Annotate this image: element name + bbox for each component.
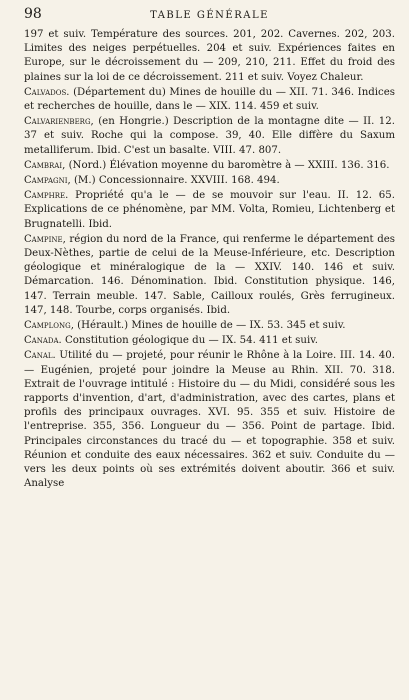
index-entry — [24, 86, 395, 114]
entry-term: Canal. — [24, 350, 56, 362]
entry-text: Constitution géologique du — IX. 54. 411 et suiv. — [61, 335, 319, 347]
index-entry — [24, 115, 395, 158]
entry-text: , (Hérault.) Mines de houille de — IX. 53. 345 et suiv. — [70, 320, 346, 332]
entry-term: Camplong — [24, 320, 71, 332]
running-title: TABLE GÉNÉRALE — [150, 10, 269, 21]
entry-term: Canada. — [24, 335, 62, 347]
entry-text: , région du nord de la France, qui renferme le département des Deux-Nèthes, partie de celui de la Meuse-Inférieure, etc. Description géologique et minéralogique de la — XXIV. 140. 146 et suiv. Démarcation. 146. Dénomination. Ibid. Constitution physique. 146, 147. Terrain meuble. 147. Sable, Cailloux roulés, Grès ferrugineux. 147, 148. Tourbe, corps organisés. Ibid. — [24, 233, 395, 316]
entry-text: , (Nord.) Élévation moyenne du baromètre à — XXIII. 136. 316. — [62, 159, 390, 171]
page-number: 98 — [24, 6, 42, 22]
entry-term: Calvados. — [24, 86, 70, 98]
entry-text: Utilité du — projeté, pour réunir le Rhône à la Loire. III. 14. 40. — Eugénien, projeté pour joindre la Meuse au Rhin. XII. 70. 318. Extrait de l'ouvrage intitulé : Histoire du — du Midi, considéré sous les rapports d'invention, d'art, d'administration, avec des cartes, plans et profils des principaux ouvrages. XVI. 95. 355 et suiv. Histoire de l'entreprise. 355, 356. Longueur du — 356. Point de partage. Ibid. Principales circonstances du tracé du — et topographie. 358 et suiv. Réunion et conduite des eaux nécessaires. 362 et suiv. Conduite du — vers les deux points où ses extrémités doivent aboutir. 366 et suiv. Analyse — [24, 350, 395, 490]
index-entry — [24, 233, 395, 318]
index-entry — [24, 334, 395, 348]
index-entry-continuation — [24, 28, 395, 85]
entry-term: Calvarienberg — [24, 116, 91, 128]
index-entry — [24, 349, 395, 491]
index-entry — [24, 159, 395, 173]
index-entry — [24, 319, 395, 333]
entry-text: 197 et suiv. Température des sources. 201, 202. Cavernes. 202, 203. Limites des neiges perpétuelles. 204 et suiv. Expériences faites en Europe, sur le décroissement du — 209, 210, 211. Effet du froid des plaines sur la loi de ce décroissement. 211 et suiv. Voyez Chaleur. — [24, 29, 395, 83]
page-header — [24, 6, 395, 26]
entry-text: Propriété qu'a le — de se mouvoir sur l'eau. II. 12. 65. Explications de ce phénomène, par MM. Volta, Romieu, Lichtenberg et Brugnatelli. Ibid. — [24, 190, 395, 230]
index-entries — [24, 28, 395, 492]
entry-text: , (M.) Concessionnaire. XXVIII. 168. 494. — [67, 175, 280, 187]
entry-text: (Département du) Mines de houille du — XII. 71. 346. Indices et recherches de houille, dans le — XIX. 114. 459 et suiv. — [24, 86, 395, 113]
entry-term: Campine — [24, 233, 63, 245]
index-entry — [24, 189, 395, 232]
entry-text: , (en Hongrie.) Description de la montagne dite — II. 12. 37 et suiv. Roche qui la compose. 39, 40. Elle diffère du Saxum metalliferum. Ibid. C'est un basalte. VIII. 47. 807. — [24, 116, 395, 156]
index-entry — [24, 174, 395, 188]
entry-term: Cambrai — [24, 159, 63, 171]
entry-term: Camphre. — [24, 190, 69, 202]
entry-term: Campagni — [24, 175, 68, 187]
